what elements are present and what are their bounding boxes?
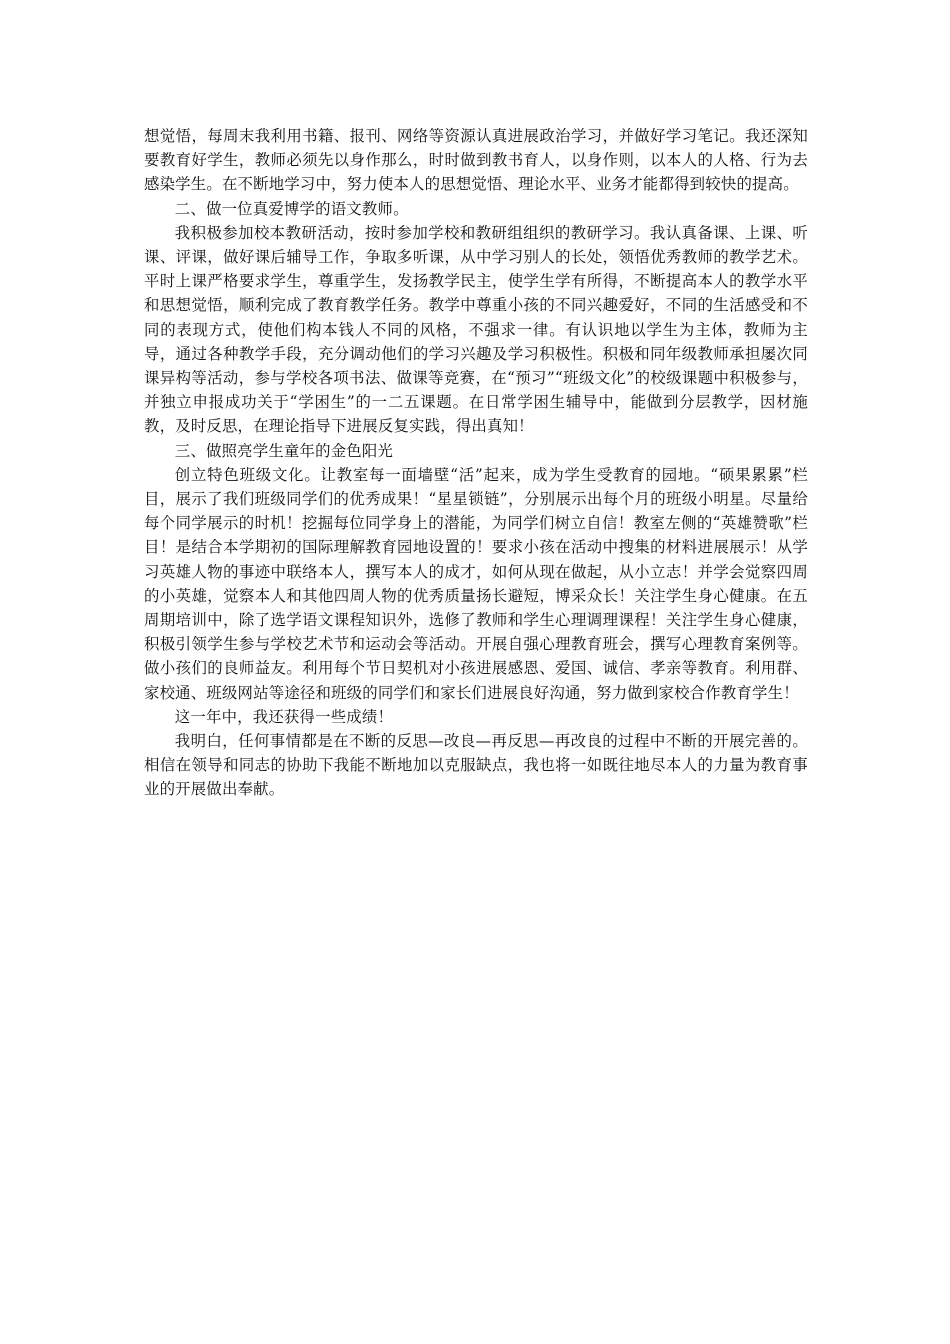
- paragraph-class-culture: 创立特色班级文化。让教室每一面墙壁“活”起来，成为学生受教育的园地。“硕果累累”栏目，展示了我们班级同学们的优秀成果！“星星锁链”，分别展示出每个月的班级小明星。尽量给每个同学展示的时机！挖掘每位同学身上的潜能，为同学们树立自信！教室左侧的“英雄赞歌”栏目！是结合本学期初的国际理解教育园地设置的！要求小孩在活动中搜集的材料进展展示！从学习英雄人物的事迹中联络本人，撰写本人的成才，如何从现在做起，从小立志！并学会觉察四周的小英雄，觉察本人和其他四周人物的优秀质量扬长避短，博采众长！关注学生身心健康。在五周期培训中，除了选学语文课程知识外，选修了教师和学生心理调理课程！关注学生身心健康，积极引领学生参与学校艺术节和运动会等活动。开展自强心理教育班会，撰写心理教育案例等。做小孩们的良师益友。利用每个节日契机对小孩进展感恩、爱国、诚信、孝亲等教育。利用群、家校通、班级网站等途径和班级的同学们和家长们进展良好沟通，努力做到家校合作教育学生！: [144, 465, 808, 702]
- paragraph-conclusion: 我明白，任何事情都是在不断的反思—改良—再反思—再改良的过程中不断的开展完善的。相信在领导和同志的协助下我能不断地加以克服缺点，我也将一如既往地尽本人的力量为教育事业的开展做出奉献。: [144, 732, 808, 799]
- paragraph-achievements: 这一年中，我还获得一些成绩！: [174, 707, 394, 726]
- section-heading-2: 二、做一位真爱博学的语文教师。: [174, 199, 409, 218]
- document-page: [144, 124, 808, 802]
- section-heading-3: 三、做照亮学生童年的金色阳光: [174, 441, 394, 460]
- paragraph-continuation: 想觉悟，每周末我利用书籍、报刊、网络等资源认真进展政治学习，并做好学习笔记。我还深知要教育好学生，教师必须先以身作那么，时时做到教书育人，以身作则，以本人的人格、行为去感染学生。在不断地学习中，努力使本人的思想觉悟、理论水平、业务才能都得到较快的提高。: [144, 127, 808, 194]
- paragraph-teaching: 我积极参加校本教研活动，按时参加学校和教研组组织的教研学习。我认真备课、上课、听课、评课，做好课后辅导工作，争取多听课，从中学习别人的长处，领悟优秀教师的教学艺术。平时上课严格要求学生，尊重学生，发扬教学民主，使学生学有所得，不断提高本人的教学水平和思想觉悟，顺利完成了教育教学任务。教学中尊重小孩的不同兴趣爱好，不同的生活感受和不同的表现方式，使他们构本钱人不同的风格，不强求一律。有认识地以学生为主体，教师为主导，通过各种教学手段，充分调动他们的学习兴趣及学习积极性。积极和同年级教师承担屡次同课异构等活动，参与学校各项书法、做课等竞赛，在“预习”“班级文化”的校级课题中积极参与，并独立申报成功关于“学困生”的一二五课题。在日常学困生辅导中，能做到分层教学，因材施教，及时反思，在理论指导下进展反复实践，得出真知！: [144, 223, 808, 436]
